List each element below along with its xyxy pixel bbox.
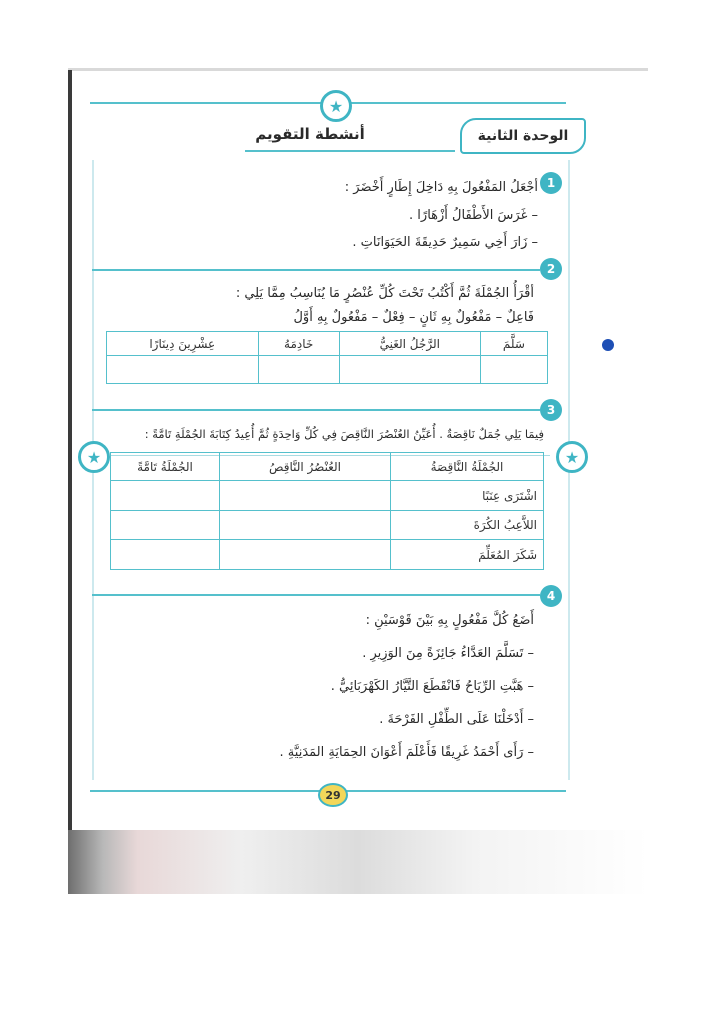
scan-dot [602,339,614,351]
table-header-cell: الجُمْلَةُ النَّاقِصَةُ [391,453,544,481]
table-header-cell: عِشْرِينَ دِينَارًا [107,332,259,356]
table-header-cell: الرَّجُلُ الغَنِيُّ [339,332,480,356]
activity-1-badge: 1 [540,172,562,194]
answer-cell[interactable] [220,540,391,570]
activity-1-line-2: – زَارَ أَخِي سَمِيرٌ حَدِيقَةَ الحَيَوَانَاتِ . [352,235,538,250]
answer-cell[interactable] [107,356,259,384]
incomplete-sentence: اللاَّعِبُ الكُرَةَ [391,511,544,540]
activity-2-badge: 2 [540,258,562,280]
page-number: 29 [318,783,348,807]
scan-blur-strip [68,830,648,894]
answer-cell[interactable] [480,356,547,384]
activity-3-instruction: فِيمَا يَلِي جُمَلٌ نَاقِصَةٌ . أُعَيِّنُ العُنْصُرَ النَّاقِصَ فِي كُلِّ وَاحِدَةٍ ثُمَّ أُعِيدُ كِتَابَةَ الجُمْلَةِ تَامَّةً : [144,427,544,441]
page-top-shadow [68,68,648,71]
activity-4-line-4: – رَأَى أَحْمَدُ غَرِيقًا فَأَعْلَمَ أَعْوَانَ الحِمَايَةِ المَدَنِيَّةِ . [279,745,534,760]
activity-3-table [110,452,544,570]
separator-3 [92,594,540,596]
activity-4-line-3: – أَدْخَلْنَا عَلَى الطِّفْلِ الفَرْحَةَ . [379,712,534,727]
answer-cell[interactable] [111,511,220,540]
activity-2-instruction: أقْرَأُ الجُمْلَةَ ثُمَّ أَكْتُبُ تَحْتَ كُلِّ عُنْصُرٍ مَا يُنَاسِبُ مِمَّا يَلِي : [235,286,534,301]
activity-1-instruction: أجْعَلُ المَفْعُولَ بِهِ دَاخِلَ إِطَارٍ أَخْضَرَ : [344,180,538,195]
separator-2 [92,409,540,411]
table-header-cell: خَادِمَهُ [258,332,339,356]
table-header-cell: سَلَّمَ [480,332,547,356]
activity-4-instruction: أَضَعُ كُلَّ مَفْعُولٍ بِهِ بَيْنَ قَوْسَيْنِ : [365,613,534,628]
answer-cell[interactable] [111,540,220,570]
incomplete-sentence: شَكَرَ المُعَلِّمَ [391,540,544,570]
unit-label: الوحدة الثانية [460,118,586,154]
activity-4-line-1: – تَسَلَّمَ العَدَّاءُ جَائِزَةً مِنَ الوَزِيرِ . [362,646,534,661]
title-underline [245,150,455,152]
answer-cell[interactable] [258,356,339,384]
answer-cell[interactable] [220,481,391,511]
activity-4-badge: 4 [540,585,562,607]
activity-3-badge: 3 [540,399,562,421]
table-header-cell: الجُمْلَةُ تَامَّةً [111,453,220,481]
activity-1-line-1: – غَرَسَ الأَطْفَالُ أَزْهَارًا . [409,208,538,223]
page-binding-edge [68,70,72,830]
answer-cell[interactable] [339,356,480,384]
page-title: أنشطة التقويم [255,125,365,143]
top-star-icon: ★ [320,90,352,122]
activity-2-options: فَاعِلٌ – مَفْعُولٌ بِهِ ثَانٍ – فِعْلٌ – مَفْعُولٌ بِهِ أَوَّلُ [293,310,534,325]
answer-cell[interactable] [220,511,391,540]
incomplete-sentence: اشْتَرَى عِنَبًا [391,481,544,511]
answer-cell[interactable] [111,481,220,511]
left-star-icon: ★ [78,441,110,473]
table-header-cell: العُنْصُرُ النَّاقِصُ [220,453,391,481]
separator-1 [92,269,540,271]
activity-4-line-2: – هَبَّتِ الرِّيَاحُ فَانْقَطَعَ التَّيَّارُ الكَهْرَبَائِيُّ . [330,679,534,694]
right-star-icon: ★ [556,441,588,473]
activity-2-table [106,331,548,384]
